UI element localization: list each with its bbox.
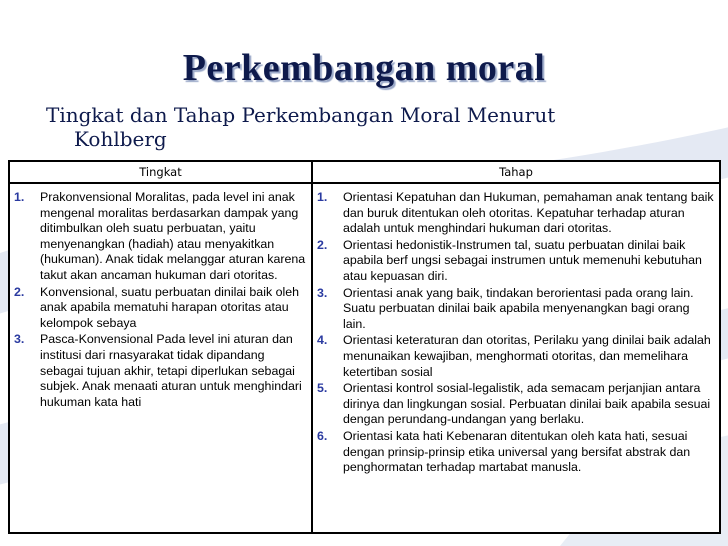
subtitle-line-2: Kohlberg [74, 127, 167, 151]
header-tahap: Tahap [312, 161, 720, 183]
list-item [313, 381, 719, 428]
tahap-list [313, 190, 719, 476]
list-number: 2. [14, 284, 25, 299]
slide-title: Perkembangan moral [182, 47, 546, 89]
list-text: Orientasi kata hati Kebenaran ditentukan oleh kata hati, sesuai dengan prinsip-prinsip etika universal yang bersifat abstrak dan penghormatan terhadap martabat manusla. [343, 428, 691, 475]
list-number: 1. [317, 190, 328, 204]
list-item [313, 286, 719, 333]
list-item [313, 190, 719, 237]
list-item [313, 429, 719, 476]
list-number: 3. [14, 332, 25, 347]
list-text: Orientasi keteraturan dan otoritas, Perilaku yang dinilai baik adalah menunaikan kewajiban, menghormati otoritas, dan memelihara ketertiban sosial [343, 333, 711, 379]
list-number: 4. [317, 333, 328, 348]
list-item [313, 238, 719, 285]
list-number: 2. [317, 237, 328, 252]
list-item [10, 332, 311, 410]
header-tingkat: Tingkat [9, 161, 312, 183]
tahap-cell [312, 183, 720, 533]
list-text: Orientasi kontrol sosial-legalistik, ada semacam perjanjian antara dirinya dan lingkungan sosial. Perbuatan dinilai baik apabila sesuai dengan perundang-undangan yang berlaku. [343, 381, 711, 427]
list-text: Orientasi anak yang baik, tindakan berorientasi pada orang lain. Suatu perbuatan dinilai baik apabila menyenangkan bagi orang lain. [343, 285, 694, 331]
list-item [10, 190, 311, 284]
list-item [313, 333, 719, 380]
list-number: 5. [317, 381, 328, 396]
list-text: Pasca-Konvensional Pada level ini aturan dan institusi dari rnasyarakat tidak dipandang sebagai tujuan akhir, tetapi diperlukan sebagai subjek. Anak menaati aturan untuk menghindari hukuman kata hati [40, 332, 302, 409]
list-text: Orientasi hedonistik-Instrumen tal, suatu perbuatan dinilai baik apabila berf ungsi sebagai instrumen untuk memenuhi kebutuhan atau kepuasan diri. [343, 237, 702, 283]
table-header-row [9, 161, 720, 183]
list-text: Prakonvensional Moralitas, pada level ini anak mengenal moralitas berdasarkan dampak yang ditimbulkan oleh suatu perbuatan, yaitu menyenangkan (hadiah) atau menyakitkan (hukuman). Anak tidak melanggar aturan karena takut akan ancaman hukuman dari otoritas. [40, 190, 306, 282]
list-number: 3. [317, 285, 328, 300]
subtitle-line-1: Tingkat dan Tahap Perkembangan Moral Menurut [46, 103, 556, 127]
list-text: Orientasi Kepatuhan dan Hukuman, pemahaman anak tentang baik dan buruk ditentukan oleh otoritas. Kepatuhar terhadap aturan adalah untuk menghindari hukuman dari otoritas. [343, 190, 714, 236]
slide-subtitle [46, 103, 666, 151]
tingkat-cell [9, 183, 312, 533]
tingkat-list [10, 190, 311, 410]
list-number: 6. [317, 428, 328, 443]
list-text: Konvensional, suatu perbuatan dinilai baik oleh anak apabila mematuhi harapan otoritas atau kelompok sebaya [40, 284, 300, 330]
kohlberg-table [8, 160, 721, 534]
list-number: 1. [14, 190, 25, 204]
list-item [10, 285, 311, 332]
table-row [9, 183, 720, 533]
